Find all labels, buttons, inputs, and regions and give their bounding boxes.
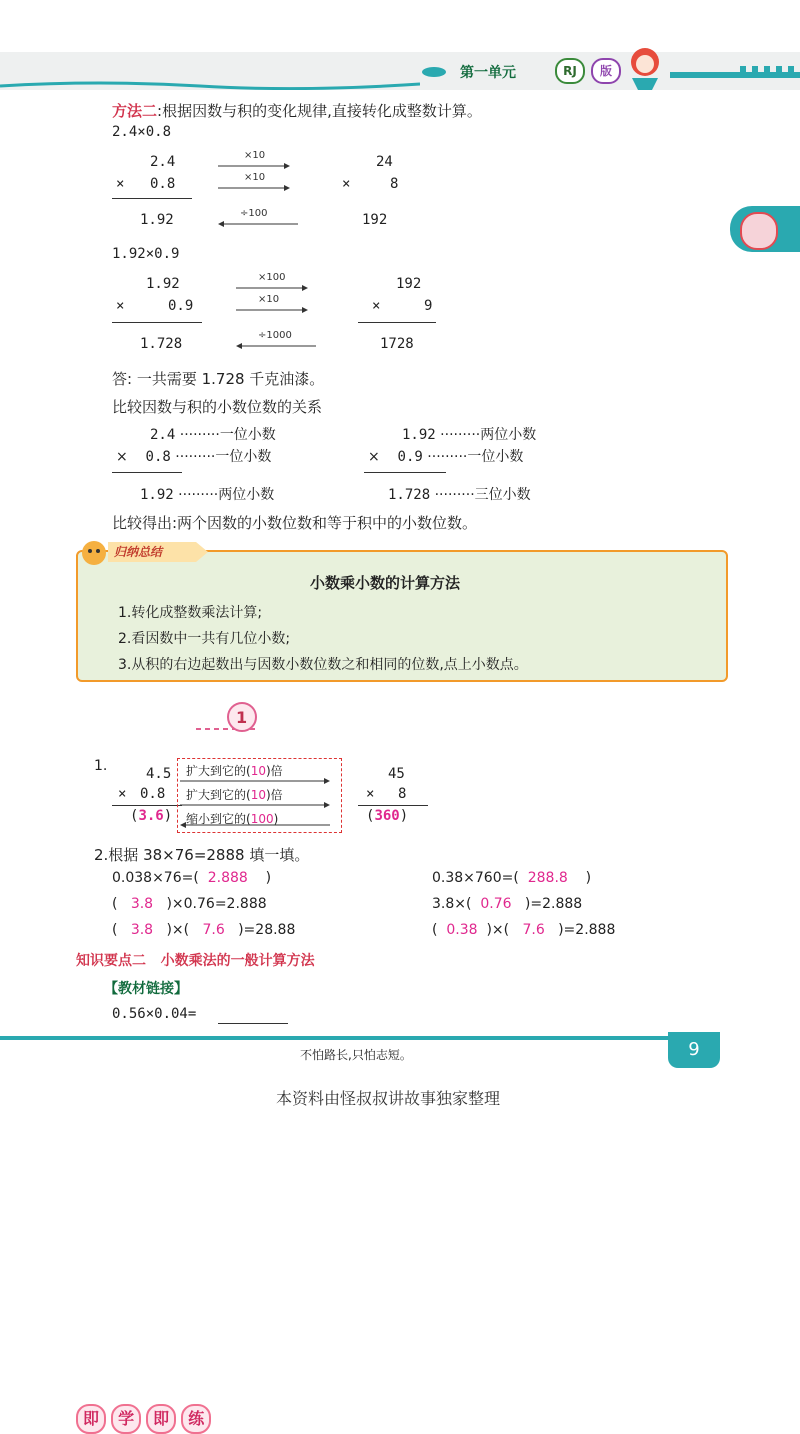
q2-answer: 0.76	[480, 896, 512, 912]
q1-answer-2: 10	[250, 788, 266, 802]
ex2-right-bottom: 9	[424, 298, 433, 314]
summary-item-3: 3.从积的右边起数出与因数小数位数之和相同的位数,点上小数点。	[118, 657, 528, 673]
ex1-right-arrow-1	[218, 162, 290, 170]
compare-left-r1-value: 2.4	[150, 427, 176, 443]
expr-text: (	[112, 896, 118, 912]
ex2-arrow3-label: ÷1000	[258, 330, 292, 341]
ex2-right-result: 1728	[380, 336, 414, 352]
compare-right-r1-desc: 两位小数	[480, 427, 537, 443]
method2-text: :根据因数与积的变化规律,直接转化成整数计算。	[157, 102, 482, 120]
q1-arrow-3	[180, 822, 330, 828]
ex1-left-rule	[112, 198, 192, 199]
credit-text: 本资料由怪叔叔讲故事独家整理	[276, 1089, 501, 1108]
expr-text: )=2.888	[524, 896, 583, 912]
q2-answer: 7.6	[522, 922, 545, 938]
ex1-right-arrow-2	[218, 184, 290, 192]
expr-text: )	[585, 870, 592, 886]
ex2-left-op: ×	[116, 298, 125, 314]
ex2-left-top: 1.92	[146, 276, 180, 292]
q1-arrow-2	[180, 802, 330, 808]
ex2-expression: 1.92×0.9	[112, 246, 180, 262]
dots: ·········	[179, 427, 220, 443]
compare-left-row1	[150, 424, 276, 444]
ex2-arrow1-label: ×100	[258, 272, 286, 283]
label-text: 扩大到它的(	[186, 764, 251, 778]
ex2-right-arrow-2	[236, 306, 308, 314]
answer-blank-line[interactable]	[218, 1023, 288, 1024]
ex1-left-op: ×	[116, 176, 125, 192]
paren: (	[366, 808, 375, 824]
summary-item-1: 1.转化成整数乘法计算;	[118, 605, 263, 621]
edition-badge: 版	[591, 58, 621, 84]
label-text: )倍	[265, 788, 283, 802]
practice-char-3: 即	[146, 1404, 176, 1434]
q2-row2-a	[112, 896, 267, 912]
expr-text: (	[112, 922, 118, 938]
ex2-right-op: ×	[372, 298, 381, 314]
compare-right-r3-desc: 三位小数	[474, 487, 531, 503]
kp2-label: 知识要点二	[76, 953, 146, 969]
ex1-left-arrow	[218, 220, 298, 228]
ex2-right-top: 192	[396, 276, 422, 292]
q1-left-result	[130, 808, 172, 824]
ex2-left-arrow	[236, 342, 316, 350]
compare-right-row3	[388, 484, 531, 504]
checker-pattern-decoration	[670, 64, 800, 84]
ex1-left-bottom: 0.8	[150, 176, 176, 192]
footer-bar	[0, 1036, 668, 1040]
label-text: 扩大到它的(	[186, 788, 251, 802]
q2-answer: 7.6	[202, 922, 225, 938]
ex1-arrow2-label: ×10	[244, 172, 266, 183]
ex2-right-rule	[358, 322, 436, 323]
label-text: )倍	[265, 764, 283, 778]
label-text: 缩小到它的(	[186, 812, 251, 826]
method2-label: 方法二	[112, 102, 158, 120]
q1-arrow-1	[180, 778, 330, 784]
dots: ·········	[427, 449, 468, 465]
dots: ·········	[178, 487, 219, 503]
dots: ·········	[434, 487, 475, 503]
compare-right-r2-desc: 一位小数	[467, 449, 524, 465]
expr-text: 0.038×76=(	[112, 870, 199, 886]
ex1-right-result: 192	[362, 212, 388, 228]
mascot-girl-icon	[620, 42, 670, 92]
expr-text: )=28.88	[238, 922, 296, 938]
q2-row3-b	[432, 922, 615, 938]
q2-answer: 2.888	[207, 870, 248, 886]
compare-conclusion: 比较得出:两个因数的小数位数和等于积中的小数位数。	[112, 514, 478, 532]
ex2-right-arrow-1	[236, 284, 308, 292]
ex2-left-result: 1.728	[140, 336, 183, 352]
q2-answer: 0.38	[446, 922, 478, 938]
q1-right-result	[366, 808, 408, 824]
compare-left-r3-value: 1.92	[140, 487, 174, 503]
ex1-right-bottom: 8	[390, 176, 399, 192]
fox-mascot-icon	[740, 212, 778, 250]
q2-answer: 3.8	[130, 922, 154, 938]
last-expression: 0.56×0.04=	[112, 1006, 197, 1022]
ex2-arrow2-label: ×10	[258, 294, 280, 305]
page-number: 9	[668, 1032, 720, 1068]
expr-text: )=2.888	[558, 922, 616, 938]
compare-left-row3	[140, 484, 274, 504]
summary-title: 小数乘小数的计算方法	[310, 574, 461, 592]
q2-row1-a	[112, 870, 271, 886]
expr-text: 0.38×760=(	[432, 870, 519, 886]
times-sign: ×	[116, 449, 128, 465]
q1-right-answer: 360	[374, 808, 400, 824]
times-sign: ×	[368, 449, 380, 465]
summary-tag: 归纳总结	[114, 545, 163, 559]
kp2-title: 小数乘法的一般计算方法	[160, 953, 315, 969]
q2-answer: 3.8	[130, 896, 154, 912]
header-wave-decoration	[0, 80, 420, 90]
expr-text: )×0.76=2.888	[166, 896, 267, 912]
q1-right-op: ×	[366, 786, 375, 802]
ex1-arrow1-label: ×10	[244, 150, 266, 161]
practice-char-2: 学	[111, 1404, 141, 1434]
label-text: )	[273, 812, 279, 826]
expr-text: )×(	[486, 922, 510, 938]
practice-char-4: 练	[181, 1404, 211, 1434]
q2-row2-b	[432, 896, 582, 912]
textbook-link: 【教材链接】	[104, 981, 188, 997]
footer-motto: 不怕路长,只怕志短。	[300, 1048, 412, 1062]
q1-left-answer: 3.6	[138, 808, 164, 824]
compare-left-row2	[116, 446, 271, 466]
ex2-left-bottom: 0.9	[168, 298, 194, 314]
ex1-left-top: 2.4	[150, 154, 176, 170]
q1-left-op: ×	[118, 786, 127, 802]
compare-heading: 比较因数与积的小数位数的关系	[112, 398, 323, 416]
practice-char-1: 即	[76, 1404, 106, 1434]
leaf-icon	[420, 64, 452, 80]
q1-answer-1: 10	[250, 764, 266, 778]
compare-right-r2-value: 0.9	[397, 449, 423, 465]
compare-left-r2-desc: 一位小数	[215, 449, 272, 465]
compare-left-r3-desc: 两位小数	[218, 487, 275, 503]
compare-left-rule	[112, 472, 182, 473]
unit-title: 第一单元	[460, 65, 516, 81]
method2-line	[112, 100, 482, 121]
q1-left-rule	[112, 805, 182, 806]
q2-heading: 2.根据 38×76=2888 填一填。	[94, 846, 310, 864]
q1-label-1	[186, 762, 283, 779]
ex2-left-rule	[112, 322, 202, 323]
answer-text: 答: 一共需要 1.728 千克油漆。	[112, 370, 325, 388]
rj-badge: RJ	[555, 58, 585, 84]
paren: )	[163, 808, 173, 824]
ex1-left-result: 1.92	[140, 212, 174, 228]
kp2-heading	[76, 950, 315, 970]
paren: )	[399, 808, 409, 824]
q1-left-bottom: 0.8	[140, 786, 166, 802]
ex1-arrow3-label: ÷100	[240, 208, 268, 219]
q1-right-top: 45	[388, 766, 405, 782]
q2-row1-b	[432, 870, 591, 886]
compare-left-r1-desc: 一位小数	[219, 427, 276, 443]
q1-right-bottom: 8	[398, 786, 407, 802]
q1-answer-3: 100	[250, 812, 274, 826]
compare-right-r3-value: 1.728	[388, 487, 431, 503]
compare-right-row2	[368, 446, 523, 466]
expr-text: )×(	[166, 922, 190, 938]
dots: ·········	[175, 449, 216, 465]
compare-right-row1	[402, 424, 536, 444]
compare-right-rule	[364, 472, 446, 473]
q2-answer: 288.8	[527, 870, 568, 886]
compare-right-r1-value: 1.92	[402, 427, 436, 443]
mascot-bear-icon	[78, 538, 112, 568]
q1-number: 1.	[94, 758, 108, 774]
q2-row3-a	[112, 922, 295, 938]
ex1-right-op: ×	[342, 176, 351, 192]
practice-number: 1	[236, 708, 248, 727]
summary-item-2: 2.看因数中一共有几位小数;	[118, 631, 291, 647]
ex1-expression: 2.4×0.8	[112, 124, 172, 140]
expr-text: )	[265, 870, 272, 886]
compare-left-r2-value: 0.8	[145, 449, 171, 465]
expr-text: (	[432, 922, 438, 938]
expr-text: 3.8×(	[432, 896, 472, 912]
dots: ·········	[440, 427, 481, 443]
q1-right-rule	[358, 805, 428, 806]
paren: (	[130, 808, 139, 824]
q1-label-2	[186, 786, 283, 803]
q1-left-top: 4.5	[146, 766, 172, 782]
ex1-right-top: 24	[376, 154, 393, 170]
